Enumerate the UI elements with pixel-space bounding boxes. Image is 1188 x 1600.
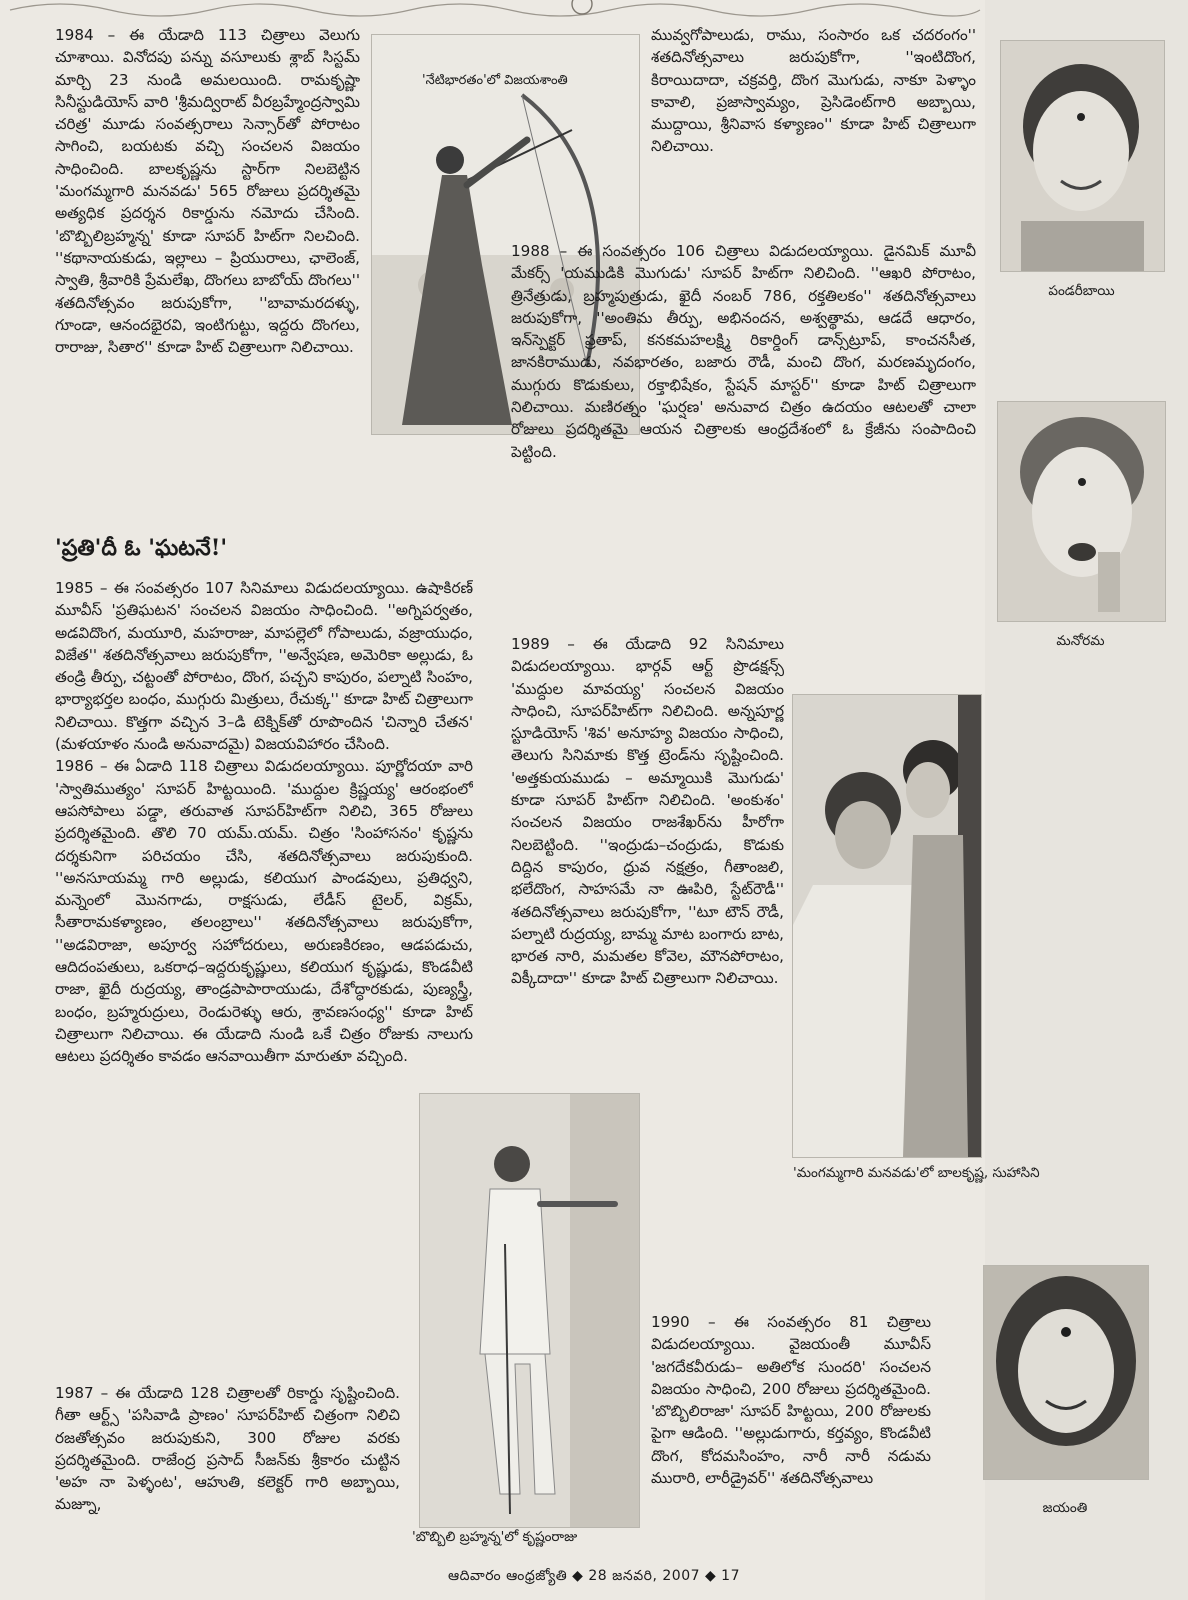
photo-caption-pandaribai: పండరీబాయి [1048,283,1115,299]
couple-illustration [793,695,981,1157]
article-1988 [511,240,976,633]
photo-caption-manorama: మనోరమ [1056,633,1105,649]
paragraph-1986: 1986 – ఈ ఏడాది 118 చిత్రాలు విడుదలయ్యాయి. పూర్ణోదయా వారి 'స్వాతిముత్యం' సూపర్ హిట్టయింది. 'ముద్దుల క్రిష్ణయ్య' ఆరంభంలో ఆపసోపాలు పడ్డా, తరువాత సూపర్‌హిట్‌గా నిలిచి, 365 రోజులు ప్రదర్శితమైంది. తొలి 70 యమ్.యమ్. చిత్రం 'సింహాసనం' కృష్ణను దర్శకునిగా పరిచయం చేసి, శతదినోత్సవాలు జరుపుకుంది. ''అనసూయమ్మ గారి అల్లుడు, కలియుగ పాండవులు, ప్రతిధ్వని, మన్నెంలో మొనగాడు, రాక్షసుడు, లేడీస్ టైలర్, విక్రమ్, సీతారామకళ్యాణం, తలంబ్రాలు'' శతదినోత్సవాలు జరుపుకోగా, ''అడవిరాజా, అపూర్వ సహోదరులు, అరుణకిరణం, ఆడపడుచు, ఆదిదంపతులు, ఒకరాధ–ఇద్దరుకృష్ణులు, కలియుగ కృష్ణుడు, కొండవీటి రాజా, ఖైదీ రుద్రయ్య, తాండ్రపాపారాయుడు, దేశోద్ధారకుడు, పుణ్యస్త్రీ, బంధం, బ్రహ్మరుద్రులు, రెండురెళ్ళు ఆరు, శ్రావణసంధ్య'' కూడా హిట్ చిత్రాలుగా నిలిచాయి. ఈ యేడాది నుండి ఒకే చిత్రం రోజుకు నాలుగు ఆటలు ప్రదర్శితం కావడం ఆనవాయితీగా మారుతూ వచ్చింది. [55,757,473,1066]
paragraph-1990: 1990 – ఈ సంవత్సరం 81 చిత్రాలు విడుదలయ్యాయి. వైజయంతీ మూవీస్ 'జగదేకవీరుడు– అతిలోక సుందరి' సంచలన విజయం సాధించి, 200 రోజులు ప్రదర్శితమైంది. 'బొబ్బిలిరాజా' సూపర్ హిట్టయి, 200 రోజులకు పైగా ఆడింది. ''అల్లుడుగారు, కర్తవ్యం, కొండవీటి దొంగ, కోదమసింహం, నారీ నారీ నడుమ మురారి, లారీడ్రైవర్'' శతదినోత్సవాలు [651,1313,931,1488]
paragraph-1988: 1988 – ఈ సంవత్సరం 106 చిత్రాలు విడుదలయ్యాయి. డైనమిక్ మూవీ మేకర్స్ 'యముడికి మొగుడు' సూపర్ హిట్‌గా నిలిచింది. ''ఆఖరి పోరాటం, త్రినేత్రుడు, బ్రహ్మపుత్రుడు, ఖైదీ నంబర్ 786, రక్తతిలకం'' శతదినోత్సవాలు జరుపుకోగా, ''అంతిమ తీర్పు, అభినందన, అశ్వత్థామ, ఆడదే ఆధారం, ఇన్‌స్పెక్టర్ ప్రతాప్, కనకమహలక్ష్మి రికార్డింగ్ డాన్స్‌ట్రూప్, కాంచనసీత, జానకిరాముడు, నవభారతం, బజారు రౌడీ, మంచి దొంగ, మరణమృదంగం, ముగ్గురు కొడుకులు, రక్తాభిషేకం, స్టేషన్ మాస్టర్'' కూడా హిట్ చిత్రాలుగా నిలిచాయి. మణిరత్నం 'ఘర్షణ' అనువాద చిత్రం ఉదయం ఆటలతో చాలా రోజులు ప్రదర్శితమై ఆయన చిత్రాలకు ఆంధ్రదేశంలో ఓ క్రేజీను సంపాదించి పెట్టింది. [511,242,976,461]
paragraph-1984: 1984 – ఈ యేడాది 113 చిత్రాలు వెలుగు చూశాయి. వినోదపు పన్ను వసూలుకు శ్లాబ్ సిస్టమ్ మార్చి 23 నుండి అమలయింది. రామకృష్ణా సినీస్టుడియోస్ వారి 'శ్రీమద్విరాట్ వీరబ్రహ్మేంద్రస్వామి చరిత్ర' మూడు సంవత్సరాలు సెన్సార్‌తో పోరాటం సాగించి, బయటకు వచ్చి సంచలన విజయం సాధించింది. బాలకృష్ణను స్టార్‌గా నిలబెట్టిన 'మంగమ్మగారి మనవడు' 565 రోజులు ప్రదర్శితమై అత్యధిక ప్రదర్శన రికార్డును నమోదు చేసింది. 'బొబ్బిలిబ్రహ్మన్న' కూడా సూపర్ హిట్‌గా నిలచింది. ''కథానాయకుడు, ఇల్లాలు – ప్రియురాలు, ఛాలెంజ్, స్వాతి, శ్రీవారికి ప్రేమలేఖ, దొంగలు బాబోయ్ దొంగలు'' శతదినోత్సవం జరుపుకోగా, ''బావామరదళ్ళు, గూండా, ఆనందభైరవి, ఇంటిగుట్టు, ఇద్దరు దొంగలు, రారాజు, సితార'' కూడా హిట్ చిత్రాలుగా నిలిచాయి. [55,26,360,357]
photo-balakrishna-suhasini [792,694,982,1158]
photo-caption-vijayashanti: 'నేటిభారతం'లో విజయశాంతి [422,73,568,88]
page-footer: ఆదివారం ఆంధ్రజ్యోతి ◆ 28 జనవరి, 2007 ◆ 17 [448,1568,740,1584]
portrait-jayanthi [984,1266,1148,1479]
photo-caption-jayanthi: జయంతి [1042,1500,1088,1516]
article-1984 [55,24,360,520]
paragraph-1985: 1985 – ఈ సంవత్సరం 107 సినిమాలు విడుదలయ్యాయి. ఉషాకిరణ్ మూవీస్ 'ప్రతిఘటన' సంచలన విజయం సాధించింది. ''అగ్నిపర్వతం, అడవిదొంగ, మయూరి, మహరాజు, మాపల్లెలో గోపాలుడు, వజ్రాయుధం, విజేత'' శతదినోత్సవాలు జరుపుకోగా, ''అన్వేషణ, అమెరికా అల్లుడు, ఓ తండ్రి తీర్పు, చట్టంతో పోరాటం, దొంగ, పచ్చని కాపురం, పల్నాటి సింహం, భార్యాభర్తల బంధం, ముగ్గురు మిత్రులు, రేచుక్క'' కూడా హిట్ చిత్రాలుగా నిలిచాయి. కొత్తగా వచ్చిన 3–డి టెక్నిక్‌తో రూపొందిన 'చిన్నారి చేతన' (మళయాళం నుండి అనువాదమై) విజయవిహారం చేసింది. [55,579,473,754]
photo-pandaribai [1000,40,1165,272]
photo-manorama [997,401,1166,622]
article-1989 [511,633,784,1309]
section-heading: 'ప్రతి'దీ ఓ 'ఘటనే!' [55,535,228,561]
portrait-pandaribai [1001,41,1164,271]
article-1985-1986 [55,577,473,1382]
paragraph-1987: 1987 – ఈ యేడాది 128 చిత్రాలతో రికార్డు సృష్టించింది. గీతా ఆర్ట్స్ 'పసివాడి ప్రాణం' సూపర్‌హిట్ చిత్రంగా నిలిచి రజతోత్సవం జరుపుకుని, 300 రోజుల వరకు ప్రదర్శితమైంది. రాజేంద్ర ప్రసాద్ సీజన్‌కు శ్రీకారం చుట్టిన 'అహ నా పెళ్ళంట', ఆహుతి, కలెక్టర్ గారి అబ్బాయి, మజ్నూ, [55,1384,400,1514]
paragraph-1987-continued: మువ్వగోపాలుడు, రాము, సంసారం ఒక చదరంగం'' శతదినోత్సవాలు జరుపుకోగా, ''ఇంటిదొంగ, కిరాయిదాదా, చక్రవర్తి, దొంగ మొగుడు, నాకూ పెళ్ళాం కావాలి, ప్రజాస్వామ్యం, ప్రెసిడెంట్‌గారి అబ్బాయి, ముద్దాయి, శ్రీనివాస కళ్యాణం'' కూడా హిట్ చిత్రాలుగా నిలిచాయి. [651,26,976,156]
paragraph-1989: 1989 – ఈ యేడాది 92 సినిమాలు విడుదలయ్యాయి. భార్గవ్ ఆర్ట్ ప్రొడక్షన్స్ 'ముద్దుల మావయ్య' సంచలన విజయం సాధించి, సూపర్‌హిట్‌గా నిలిచింది. అన్నపూర్ణ స్టూడియోస్ 'శివ' అనూహ్య విజయం సాధించి, తెలుగు సినిమాకు కొత్త ట్రెండ్‌ను సృష్టించింది. 'అత్తకుయముడు – అమ్మాయికి మొగుడు' కూడా సూపర్ హిట్‌గా నిలిచింది. 'అంకుశం' సంచలన విజయం రాజశేఖర్‌ను హీరోగా నిలబెట్టింది. ''ఇంద్రుడు–చంద్రుడు, కొడుకు దిద్దిన కాపురం, ధ్రువ నక్షత్రం, గీతాంజలి, భలేదొంగ, సాహసమే నా ఊపిరి, స్టేట్‌రౌడీ'' శతదినోత్సవాలు జరుపుకోగా, ''టూ టౌన్ రౌడీ, పల్నాటి రుద్రయ్య, బామ్మ మాట బంగారు బాట, భారత నారి, మమతల కోవెల, మౌనపోరాటం, విక్కీదాదా'' కూడా హిట్ చిత్రాలుగా నిలిచాయి. [511,635,784,988]
article-1987-continued [651,24,976,263]
portrait-manorama [998,402,1165,621]
article-1990 [651,1311,931,1563]
photo-jayanthi [983,1265,1149,1480]
photo-caption-balakrishna-suhasini: 'మంగమ్మగారి మనవడు'లో బాలకృష్ణ, సుహాసిని [793,1165,1040,1181]
article-1987 [55,1382,400,1552]
photo-caption-krishnamraju: 'బొబ్బిలి బ్రహ్మన్న'లో కృష్ణంరాజు [412,1529,578,1545]
